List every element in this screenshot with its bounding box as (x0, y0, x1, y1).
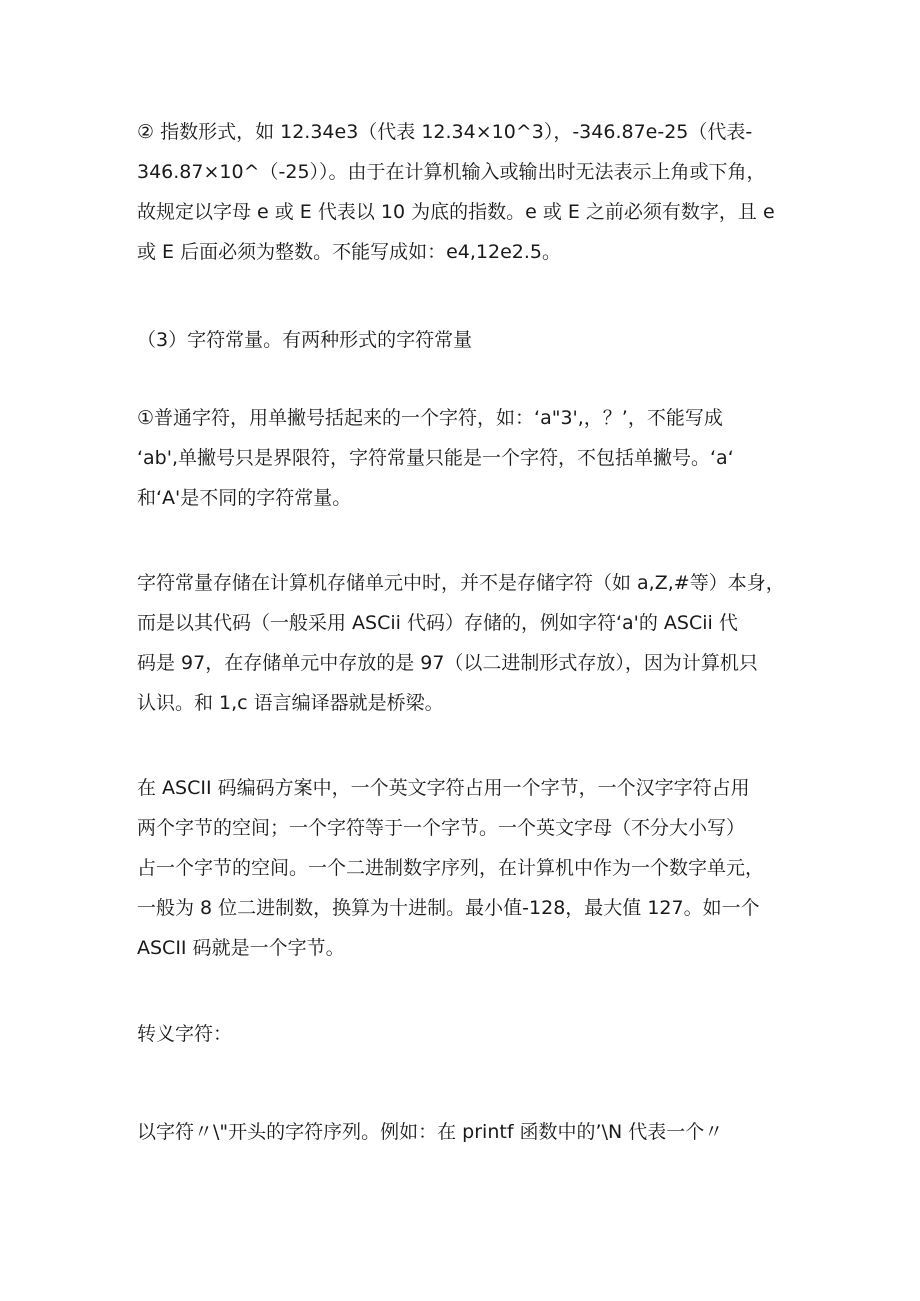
paragraph-exponent-form (137, 112, 797, 272)
text-line: 346.87×10^（-25））。由于在计算机输入或输出时无法表示上角或下角， (137, 161, 766, 183)
text-line: ASCII 码就是一个字节。 (137, 937, 345, 959)
text-line: 占一个字节的空间。一个二进制数字序列，在计算机中作为一个数字单元， (137, 857, 765, 879)
text-line: ② 指数形式，如 12.34e3（代表 12.34×10^3），-346.87e-25（代表- (137, 121, 753, 143)
text-line: 和‘A'是不同的字符常量。 (137, 487, 352, 509)
text-line: 字符常量存储在计算机存储单元中时，并不是存储字符（如 a,Z,#等）本身， (137, 572, 785, 594)
text-line: 故规定以字母 e 或 E 代表以 10 为底的指数。e 或 E 之前必须有数字，且 e (137, 201, 775, 223)
paragraph-ascii-encoding (137, 768, 797, 968)
text-line: 转义字符： (137, 1023, 233, 1045)
paragraph-escape-heading (137, 1014, 797, 1054)
text-line: 一般为 8 位二进制数，换算为十进制。最小值-128，最大值 127。如一个 (137, 897, 760, 919)
text-line: ①普通字符，用单撇号括起来的一个字符，如：‘a"3',，？’，不能写成 (137, 407, 723, 429)
text-line: 而是以其代码（一般采用 ASCii 代码）存储的，例如字符‘a'的 ASCii 代 (137, 612, 738, 634)
text-line: 两个字节的空间；一个字符等于一个字节。一个英文字母（不分大小写） (137, 817, 746, 839)
paragraph-escape-desc (137, 1112, 797, 1152)
text-line: ‘ab',单撇号只是界限符，字符常量只能是一个字符，不包括单撇号。‘a‘ (137, 447, 734, 469)
paragraph-ordinary-char (137, 398, 797, 518)
text-line: 认识。和 1,c 语言编译器就是桥梁。 (137, 692, 444, 714)
text-line: 以字符〃\"开头的字符序列。例如：在 printf 函数中的’\N 代表一个〃 (137, 1121, 724, 1143)
text-line: 在 ASCII 码编码方案中，一个英文字符占用一个字节，一个汉字字符占用 (137, 777, 750, 799)
paragraph-char-constant-heading (137, 320, 797, 360)
paragraph-char-storage (137, 563, 797, 723)
text-line: 或 E 后面必须为整数。不能写成如：e4,12e2.5。 (137, 241, 561, 263)
text-line: 码是 97，在存储单元中存放的是 97（以二进制形式存放），因为计算机只 (137, 652, 758, 674)
text-line: （3）字符常量。有两种形式的字符常量 (137, 329, 473, 351)
